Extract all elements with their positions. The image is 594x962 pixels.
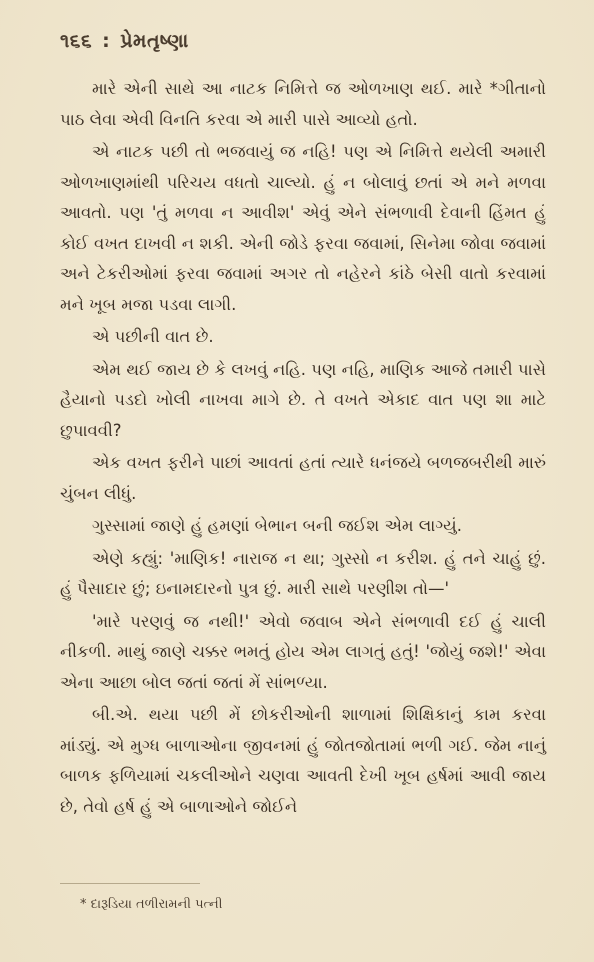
paragraph: એ નાટક પછી તો ભજવાયું જ નહિ! પણ એ નિમિત્તે થયેલી અમારી ઓળખાણમાંથી પરિચય વધતો ચાલ્યો. હું ન બોલાવું છતાં એ મને મળવા આવતો. પણ 'તું મળવા ન આવીશ' એવું એને સંભળાવી દેવાની હિંમત હું કોઈ વખત દાખવી ન શકી. એની જોડે ફરવા જવામાં, સિનેમા જોવા જવામાં અને ટેકરીઓમાં ફરવા જવામાં અગર તો નહેરને કાંઠે બેસી વાતો કરવામાં મને ખૂબ મજા પડવા લાગી. xyxy=(60,142,546,314)
paragraph: એમ થઈ જાય છે કે લખવું નહિ. પણ નહિ, માણિક આજે તમારી પાસે હૈયાનો પડદો ખોલી નાખવા માગે છે. તે વખતે એકાદ વાત પણ શા માટે છુપાવવી? xyxy=(60,359,546,440)
book-title: પ્રેમતૃષ્ણા xyxy=(120,30,189,52)
header-separator: : xyxy=(102,30,111,52)
running-header xyxy=(60,30,546,52)
footnote-divider xyxy=(60,883,200,884)
paragraph: 'મારે પરણવું જ નથી!' એવો જવાબ એને સંભળાવી દઈ હું ચાલી નીકળી. માથું જાણે ચક્કર ભમતું હોય એમ લાગતું હતું! 'જોયું જશે!' એવા એના આછા બોલ જતાં જતાં મેં સાંભળ્યા. xyxy=(60,611,546,692)
paragraph: એ પછીની વાત છે. xyxy=(92,327,214,346)
page-number: ૧૬૬ xyxy=(60,30,93,52)
paragraph: ગુસ્સામાં જાણે હું હમણાં બેભાન બની જઈશ એમ લાગ્યું. xyxy=(92,516,462,535)
footnote: * દારૂડિયા તળીરામની પત્ની xyxy=(80,897,223,912)
paragraph: મારે એની સાથે આ નાટક નિમિત્તે જ ઓળખાણ થઈ. મારે *ગીતાનો પાઠ લેવા એવી વિનતિ કરવા એ મારી પાસે આવ્યો હતો. xyxy=(60,79,546,129)
paragraph: બી.એ. થયા પછી મેં છોકરીઓની શાળામાં શિક્ષિકાનું કામ કરવા માંડ્યું. એ મુગ્ધ બાળાઓના જીવનમાં હું જોતજોતામાં ભળી ગઈ. જેમ નાનું બાળક ફળિયામાં ચકલીઓને ચણવા આવતી દેખી ખૂબ હર્ષમાં આવી જાય છે, તેવો હર્ષ હું એ બાળાઓને જોઈને xyxy=(60,705,546,816)
paragraph: એક વખત ફરીને પાછાં આવતાં હતાં ત્યારે ધનંજયે બળજબરીથી મારું ચુંબન લીધું. xyxy=(60,453,546,503)
paragraph: એણે કહ્યું: 'માણિક! નારાજ ન થા; ગુસ્સો ન કરીશ. હું તને ચાહું છું. હું પૈસાદાર છું; ઇનામદારનો પુત્ર છું. મારી સાથે પરણીશ તો—' xyxy=(60,548,546,598)
